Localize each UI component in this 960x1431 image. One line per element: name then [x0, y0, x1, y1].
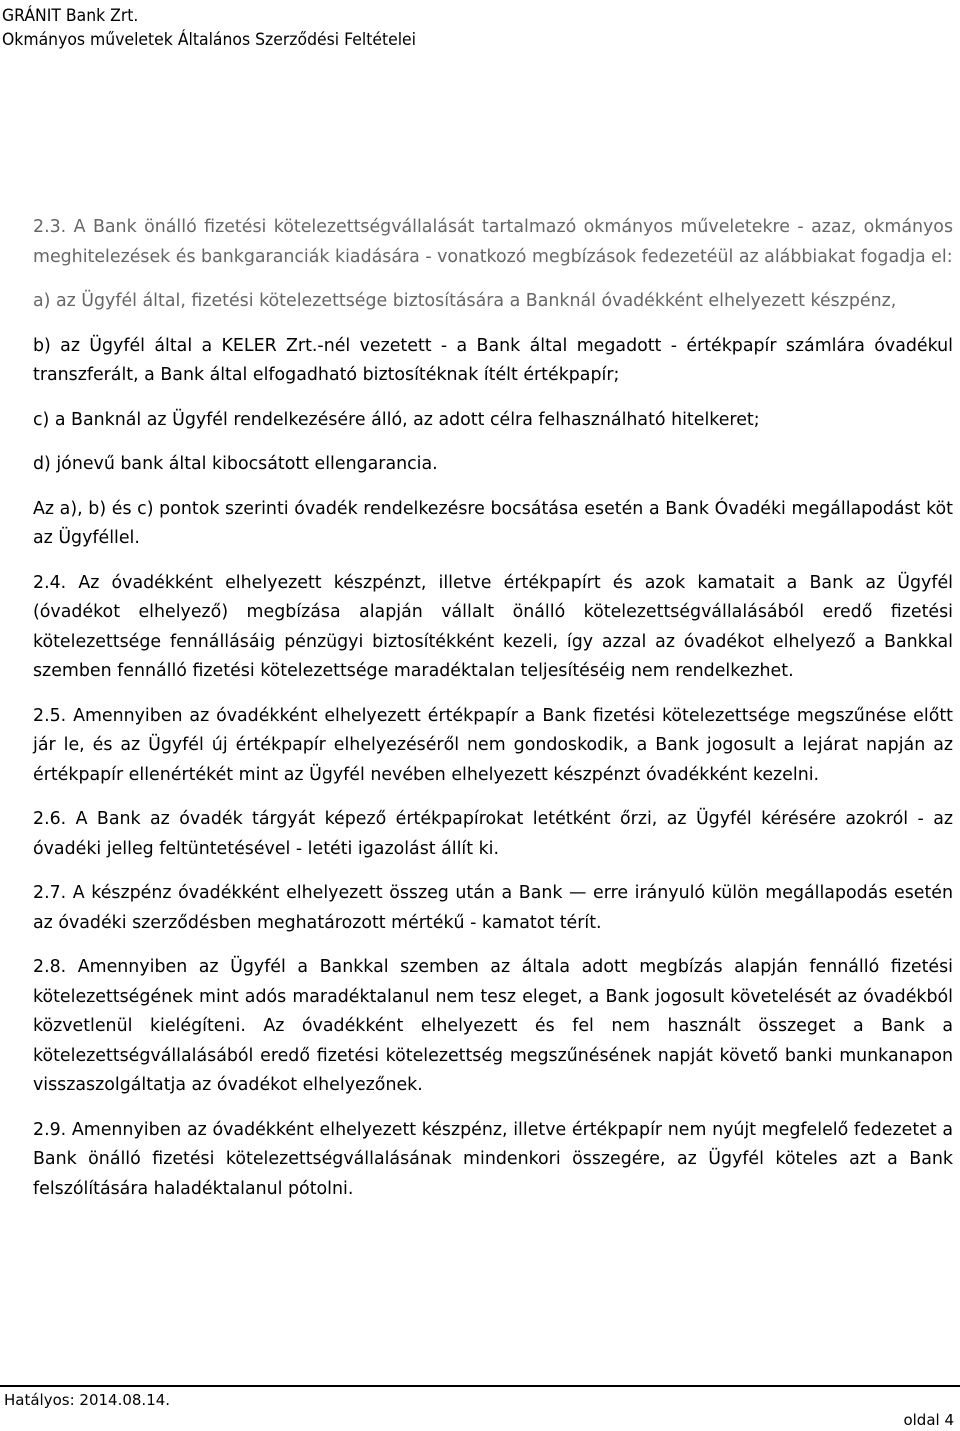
- paragraph-2-7: 2.7. A készpénz óvadékként elhelyezett összeg után a Bank — erre irányuló külön megállapodás esetén az óvadéki szerződésben meghatározott mértékű - kamatot térít.: [33, 883, 953, 933]
- paragraph-item-a: a) az Ügyfél által, fizetési kötelezettsége biztosítására a Banknál óvadékként elhelyezett készpénz,: [33, 291, 897, 311]
- paragraph-2-8: 2.8. Amennyiben az Ügyfél a Bankkal szemben az általa adott megbízás alapján fennálló fizetési kötelezettségének mint adós maradéktalanul nem tesz eleget, a Bank jogosult követelését az óvadékból közvetlenül kielégíteni. Az óvadékként elhelyezett és fel nem használt összeget a Bank a kötelezettségvállalásából eredő fizetési kötelezettség megszűnésének napját követő banki munkanapon visszaszolgáltatja az óvadékot elhelyezőnek.: [33, 957, 953, 1095]
- paragraph-ovadeki-megallapodas: Az a), b) és c) pontok szerinti óvadék rendelkezésre bocsátása esetén a Bank Óvadéki megállapodást köt az Ügyféllel.: [33, 498, 953, 548]
- paragraph-item-c: c) a Banknál az Ügyfél rendelkezésére álló, az adott célra felhasználható hitelkeret;: [33, 409, 760, 430]
- effective-date: Hatályos: 2014.08.14.: [4, 1391, 171, 1409]
- paragraph-2-4: 2.4. Az óvadékként elhelyezett készpénzt, illetve értékpapírt és azok kamatait a Bank az Ügyfél (óvadékot elhelyező) megbízása alapján vállalt önálló kötelezettségvállalásából eredő fizetési kötelezettsége fennállásáig pénzügyi biztosítékként kezeli, így azzal az óvadékot elhelyező a Bankkal szemben fennálló fizetési kötelezettsége maradéktalan teljesítéséig nem rendelkezhet.: [33, 572, 953, 681]
- page-header: [2, 4, 416, 52]
- paragraph-2-3: 2.3. A Bank önálló fizetési kötelezettségvállalását tartalmazó okmányos műveletekre - azaz, okmányos meghitelezések és bankgaranciák kiadására - vonatkozó megbízások fedezetéül az alábbiakat fogadja el:: [33, 217, 953, 267]
- company-name: GRÁNIT Bank Zrt.: [2, 6, 139, 26]
- page-number: oldal 4: [903, 1411, 954, 1429]
- paragraph-2-9: 2.9. Amennyiben az óvadékként elhelyezett készpénz, illetve értékpapír nem nyújt megfelelő fedezetet a Bank önálló fizetési kötelezettségvállalásának mindenkori összegére, az Ügyfél köteles azt a Bank felszólítására haladéktalanul pótolni.: [33, 1119, 953, 1199]
- paragraph-2-5: 2.5. Amennyiben az óvadékként elhelyezett értékpapír a Bank fizetési kötelezettsége megszűnése előtt jár le, és az Ügyfél új értékpapír elhelyezéséről nem gondoskodik, a Bank jogosult a lejárat napján az értékpapír ellenértékét mint az Ügyfél nevében elhelyezett készpénzt óvadékként kezelni.: [33, 705, 953, 785]
- paragraph-item-d: d) jónevű bank által kibocsátott ellengarancia.: [33, 454, 438, 474]
- document-title: Okmányos műveletek Általános Szerződési Feltételei: [2, 30, 417, 50]
- paragraph-2-6: 2.6. A Bank az óvadék tárgyát képező értékpapírokat letétként őrzi, az Ügyfél kérésére azokról - az óvadéki jelleg feltüntetésével - letéti igazolást állít ki.: [33, 809, 953, 859]
- document-body: [33, 213, 953, 1204]
- footer-divider: [0, 1385, 960, 1387]
- paragraph-item-b: b) az Ügyfél által a KELER Zrt.-nél vezetett - a Bank által megadott - értékpapír számlára óvadékul transzferált, a Bank által elfogadható biztosítéknak ítélt értékpapír;: [33, 335, 953, 385]
